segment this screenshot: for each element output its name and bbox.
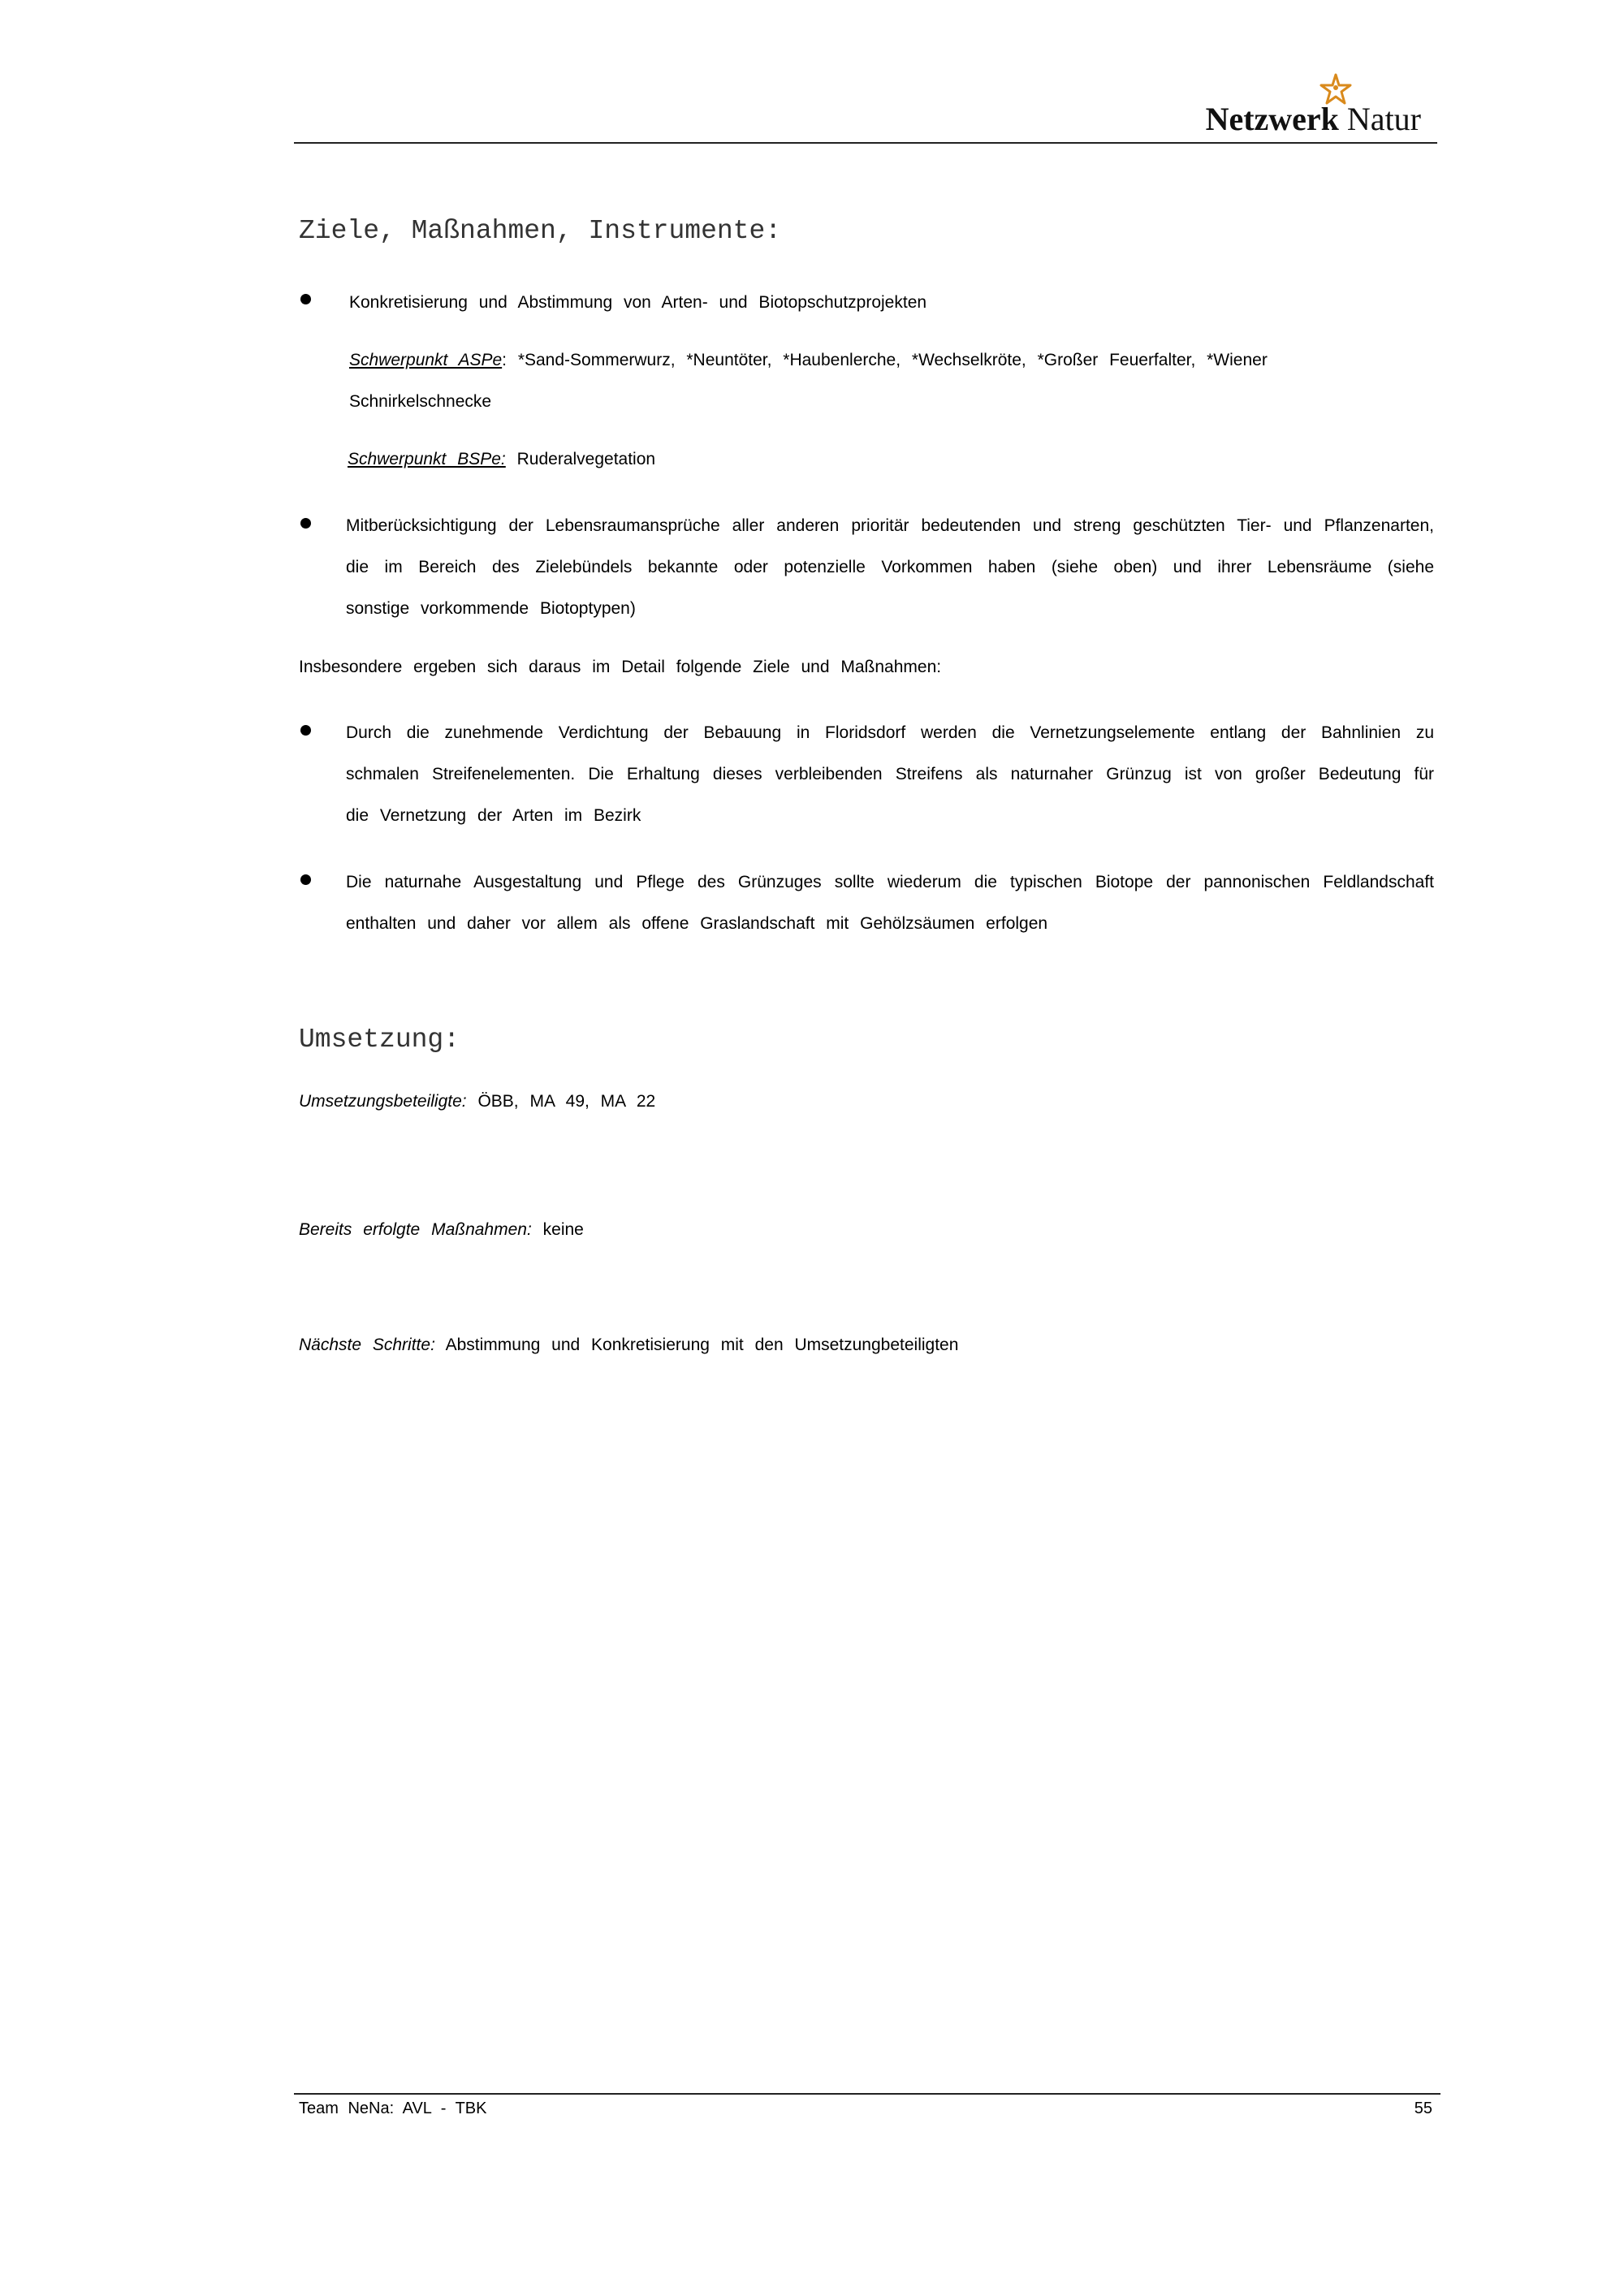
logo-text: [1206, 101, 1421, 138]
naechste-label: Nächste Schritte:: [299, 1336, 435, 1354]
bullet-point: [300, 725, 311, 736]
header-divider: [294, 142, 1437, 144]
section-heading-ziele: Ziele, Maßnahmen, Instrumente:: [299, 216, 782, 246]
erfolgte-value: keine: [542, 1220, 584, 1239]
umsetzungsbeteiligte-line: [299, 1081, 655, 1122]
bullet-point: [300, 874, 311, 885]
bsp-text: Ruderalvegetation: [516, 450, 656, 468]
bereits-erfolgte-line: [299, 1209, 584, 1250]
footer-divider: [294, 2093, 1440, 2095]
erfolgte-label: Bereits erfolgte Maßnahmen:: [299, 1220, 532, 1239]
naechste-schritte-line: [299, 1324, 958, 1366]
beteiligte-value: ÖBB, MA 49, MA 22: [477, 1092, 656, 1111]
netzwerk-natur-logo: [1186, 71, 1429, 138]
asp-label: Schwerpunkt ASPe: [349, 351, 503, 369]
naechste-value: Abstimmung und Konkretisierung mit den Umsetzungbeteiligten: [445, 1336, 959, 1354]
bullet-ausgestaltung: Die naturnahe Ausgestaltung und Pflege des Grünzuges sollte wiederum die typischen Biotope der pannonischen Feldlandschaft enthalten und daher vor allem als offene Graslandschaft mit Gehölzsäumen erfolgen: [346, 873, 1434, 933]
bullet-point: [300, 294, 311, 304]
asp-paragraph: [349, 339, 1291, 422]
bullet-verdichtung: Durch die zunehmende Verdichtung der Bebauung in Floridsdorf werden die Vernetzungselemente entlang der Bahnlinien zu schmalen Streifenelementen. Die Erhaltung dieses verbleibenden Streifens als naturnaher Grünzug ist von großer Bedeutung für die Vernetzung der Arten im Bezirk: [346, 723, 1434, 825]
bsp-label: Schwerpunkt BSPe:: [348, 450, 506, 468]
footer-team: Team NeNa: AVL - TBK: [299, 2100, 487, 2117]
asp-species-line2: Schnirkelschnecke: [349, 392, 492, 411]
beteiligte-label: Umsetzungsbeteiligte:: [299, 1092, 467, 1111]
logo-word-natur: Natur: [1346, 101, 1421, 137]
page-number: 55: [1414, 2100, 1432, 2117]
asp-species-line1: : *Sand-Sommerwurz, *Neuntöter, *Haubenlerche, *Wechselkröte, *Großer Feuerfalter, *Wiener: [502, 351, 1268, 369]
logo-word-netzwerk: Netzwerk: [1205, 101, 1339, 137]
bullet-point: [300, 518, 311, 529]
bullet-konkretisierung: Konkretisierung und Abstimmung von Arten- und Biotopschutzprojekten: [349, 293, 927, 312]
bsp-paragraph: [348, 438, 1436, 480]
section-heading-umsetzung: Umsetzung:: [299, 1025, 460, 1055]
bullet-mitberuecksichtigung: Mitberücksichtigung der Lebensraumansprüche aller anderen prioritär bedeutenden und streng geschützten Tier- und Pflanzenarten, die im Bereich des Zielebündels bekannte oder potenzielle Vorkommen haben (siehe oben) und ihrer Lebensräume (siehe sonstige vorkommende Biotoptypen): [346, 516, 1434, 618]
intro-sentence: Insbesondere ergeben sich daraus im Detail folgende Ziele und Maßnahmen:: [299, 658, 942, 676]
